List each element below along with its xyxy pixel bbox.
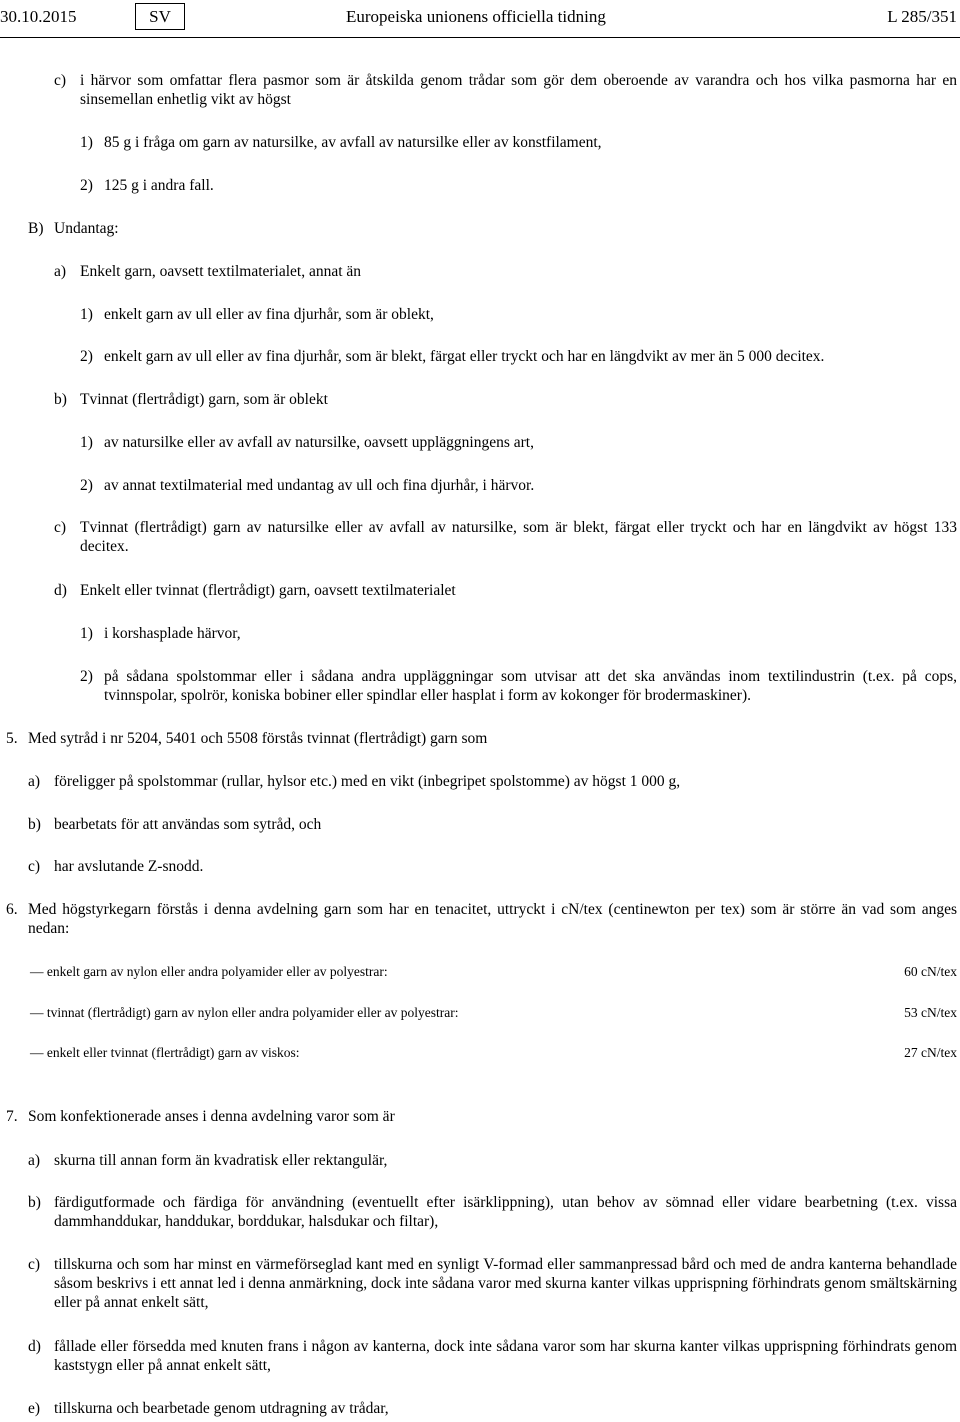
item-c: [0, 71, 960, 111]
tenacity-value: 53 cN/tex: [904, 1005, 957, 1020]
item-label: a): [28, 773, 41, 790]
tenacity-value: 60 cN/tex: [904, 964, 957, 979]
item-label: c): [54, 519, 67, 536]
item-label: 1): [80, 134, 93, 151]
item-text: bearbetats för att användas som sytråd, och: [54, 816, 322, 833]
item-b-b: [0, 390, 960, 410]
note-5-b: [0, 815, 960, 835]
note-7: [0, 1107, 960, 1127]
item-text: skurna till annan form än kvadratisk eller rektangulär,: [54, 1152, 388, 1169]
tenacity-value: 27 cN/tex: [904, 1045, 957, 1060]
page-header: [0, 0, 960, 40]
note-7-e: [0, 1399, 960, 1419]
item-b-a-2: [0, 347, 960, 367]
item-text: Enkelt eller tvinnat (flertrådigt) garn, oavsett textilmaterialet: [80, 582, 456, 599]
item-text: 125 g i andra fall.: [104, 177, 214, 194]
header-journal-title: Europeiska unionens officiella tidning: [346, 7, 606, 26]
note-7-b: [0, 1193, 960, 1233]
item-text: i korshasplade härvor,: [104, 625, 241, 642]
item-text: Tvinnat (flertrådigt) garn, som är oblekt: [80, 391, 328, 408]
note-number: 7.: [6, 1108, 18, 1125]
item-text: 85 g i fråga om garn av natursilke, av avfall av natursilke eller av konstfilament,: [104, 134, 602, 151]
note-5-a: [0, 772, 960, 792]
item-label: c): [28, 858, 41, 875]
item-label: 2): [80, 348, 93, 365]
item-b-d-1: [0, 624, 960, 644]
note-number: 5.: [6, 730, 18, 747]
item-label: c): [54, 72, 67, 89]
item-label: b): [28, 1194, 41, 1211]
note-number: 6.: [6, 901, 18, 918]
note-7-a: [0, 1151, 960, 1171]
header-language-box: SV: [135, 3, 185, 30]
section-label: B): [28, 220, 44, 237]
item-c-1: [0, 133, 960, 153]
item-label: 1): [80, 625, 93, 642]
item-text: Tvinnat (flertrådigt) garn av natursilke eller av avfall av natursilke, som är blekt, färgat eller tryckt och har en längdvikt av högst 133 decitex.: [80, 519, 957, 555]
note-5-c: [0, 857, 960, 877]
item-text: av natursilke eller av avfall av natursilke, oavsett uppläggningens art,: [104, 434, 534, 451]
item-text: föreligger på spolstommar (rullar, hylsor etc.) med en vikt (inbegripet spolstomme) av högst 1 000 g,: [54, 773, 681, 790]
note-6: [0, 900, 960, 940]
tenacity-row: [0, 1003, 960, 1023]
item-label: 2): [80, 177, 93, 194]
item-text: på sådana spolstommar eller i sådana andra uppläggningar som utvisar att det ska användas inom textilindustrin (t.ex. på cops, tvinnspolar, spolrör, koniska bobiner eller spindlar eller hasplat i form av kokonger för brodermaskiner).: [104, 668, 957, 704]
item-text: har avslutande Z-snodd.: [54, 858, 204, 875]
item-label: 2): [80, 668, 93, 685]
item-label: a): [54, 263, 67, 280]
tenacity-label: — enkelt eller tvinnat (flertrådigt) garn av viskos:: [30, 1045, 300, 1060]
item-text: av annat textilmaterial med undantag av ull och fina djurhår, i härvor.: [104, 477, 535, 494]
item-b-b-1: [0, 433, 960, 453]
item-label: 2): [80, 477, 93, 494]
note-5: [0, 729, 960, 749]
header-rule: [0, 37, 960, 38]
item-label: b): [54, 391, 67, 408]
item-text: i härvor som omfattar flera pasmor som är åtskilda genom trådar som gör dem oberoende av varandra och hos vilka pasmorna har en sinsemellan enhetlig vikt av högst: [80, 72, 957, 108]
item-b-d-2: [0, 667, 960, 707]
tenacity-label: — enkelt garn av nylon eller andra polyamider eller av polyestrar:: [30, 964, 388, 979]
item-label: c): [28, 1256, 41, 1273]
item-label: d): [28, 1338, 41, 1355]
item-label: d): [54, 582, 67, 599]
item-label: a): [28, 1152, 41, 1169]
item-text: tillskurna och som har minst en värmeförseglad kant med en synligt V-formad eller sammanpressad bård och med de andra kanterna behandlade såsom beskrivs i ett annat led i denna anmärkning, dock inte sådana varor med skurna kanter vilkas upprispning förhindrats genom smältskärning eller på annat enkelt sätt,: [54, 1256, 957, 1311]
item-text: färdigutformade och färdiga för användning (eventuellt efter isärklippning), utan behov av sömnad eller vidare bearbetning (t.ex. vissa dammhanddukar, handdukar, borddukar, halsdukar och filtar),: [54, 1194, 957, 1230]
note-text: Med högstyrkegarn förstås i denna avdelning garn som har en tenacitet, uttryckt i cN/tex (centinewton per tex) som är större än vad som anges nedan:: [28, 901, 957, 937]
header-date: 30.10.2015: [0, 7, 77, 26]
section-b: [0, 219, 960, 239]
note-7-d: [0, 1337, 960, 1377]
note-text: Med sytråd i nr 5204, 5401 och 5508 förstås tvinnat (flertrådigt) garn som: [28, 730, 488, 747]
section-text: Undantag:: [54, 220, 119, 237]
item-b-d: [0, 581, 960, 601]
item-label: e): [28, 1400, 41, 1417]
tenacity-label: — tvinnat (flertrådigt) garn av nylon eller andra polyamider eller av polyestrar:: [30, 1005, 459, 1020]
item-text: tillskurna och bearbetade genom utdragning av trådar,: [54, 1400, 389, 1417]
item-label: b): [28, 816, 41, 833]
tenacity-row: [0, 1043, 960, 1063]
item-text: enkelt garn av ull eller av fina djurhår, som är blekt, färgat eller tryckt och har en längdvikt av mer än 5 000 decitex.: [104, 348, 825, 365]
item-label: 1): [80, 434, 93, 451]
item-text: fållade eller försedda med knuten frans i någon av kanterna, dock inte sådana varor som har skurna kanter vilkas upprispning förhindrats genom kaststygn eller på annat enkelt sätt,: [54, 1338, 957, 1374]
item-text: Enkelt garn, oavsett textilmaterialet, annat än: [80, 263, 362, 280]
item-text: enkelt garn av ull eller av fina djurhår, som är oblekt,: [104, 306, 434, 323]
item-b-a: [0, 262, 960, 282]
tenacity-row: [0, 962, 960, 982]
item-b-b-2: [0, 476, 960, 496]
note-7-c: [0, 1255, 960, 1315]
item-label: 1): [80, 306, 93, 323]
item-c-2: [0, 176, 960, 196]
item-b-a-1: [0, 305, 960, 325]
note-text: Som konfektionerade anses i denna avdelning varor som är: [28, 1108, 395, 1125]
item-b-c: [0, 518, 960, 558]
header-page-number: L 285/351: [887, 7, 957, 26]
